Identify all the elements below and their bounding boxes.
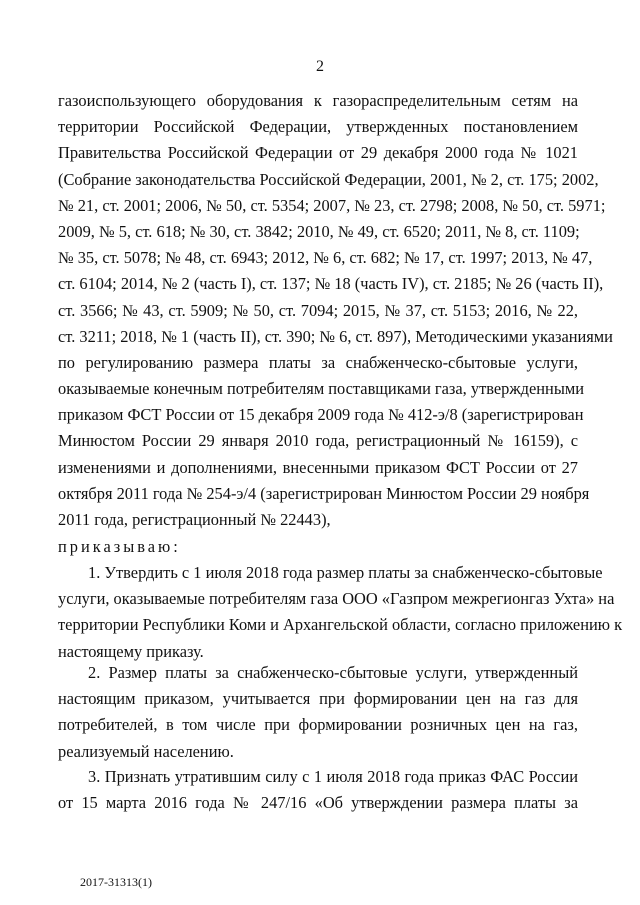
text-line: ст. 3211; 2018, № 1 (часть II), ст. 390; № 6, ст. 897), Методическими указаниями xyxy=(58,326,613,346)
text-line: 2011 года, регистрационный № 22443), xyxy=(58,510,331,529)
text-line: настоящему приказу. xyxy=(58,641,204,661)
text-line: Минюстом России 29 января 2010 года, регистрационный № 16159), с xyxy=(58,431,578,451)
text-line: № 35, ст. 5078; № 48, ст. 6943; 2012, № 6, ст. 682; № 17, ст. 1997; 2013, № 47, xyxy=(58,248,593,268)
text-line: 2. Размер платы за снабженческо-сбытовые услуги, утвержденный xyxy=(88,663,578,682)
continuation-paragraph xyxy=(58,88,613,533)
item-1-paragraph xyxy=(58,560,623,665)
text-line: реализуемый населению. xyxy=(58,741,234,761)
text-line: газоиспользующего оборудования к газораспределительным сетям на xyxy=(58,91,578,110)
text-line: от 15 марта 2016 года № 247/16 «Об утверждении размера платы за xyxy=(58,793,578,813)
document-code: 2017-31313(1) xyxy=(80,875,152,889)
text-line: по регулированию размера платы за снабженческо-сбытовые услуги, xyxy=(58,352,578,372)
text-line: ст. 6104; 2014, № 2 (часть I), ст. 137; № 18 (часть IV), ст. 2185; № 26 (часть II), xyxy=(58,274,604,294)
item-2-paragraph xyxy=(58,660,578,765)
text-line: октября 2011 года № 254-э/4 (зарегистрирован Минюстом России 29 ноября xyxy=(58,483,590,503)
text-line: настоящим приказом, учитывается при формировании цен на газ для xyxy=(58,689,578,709)
text-line: 2009, № 5, ст. 618; № 30, ст. 3842; 2010, № 49, ст. 6520; 2011, № 8, ст. 1109; xyxy=(58,221,580,241)
text-line: № 21, ст. 2001; 2006, № 50, ст. 5354; 2007, № 23, ст. 2798; 2008, № 50, ст. 5971; xyxy=(58,195,606,215)
page-number: 2 xyxy=(316,58,324,75)
text-line: ст. 3566; № 43, ст. 5909; № 50, ст. 7094; 2015, № 37, ст. 5153; 2016, № 22, xyxy=(58,300,578,320)
text-line: оказываемые конечным потребителям поставщиками газа, утвержденными xyxy=(58,379,584,399)
text-line: (Собрание законодательства Российской Федерации, 2001, № 2, ст. 175; 2002, xyxy=(58,169,599,189)
order-keyword-block xyxy=(58,534,578,560)
order-keyword: приказываю: xyxy=(58,537,181,556)
text-line: Правительства Российской Федерации от 29 декабря 2000 года № 1021 xyxy=(58,143,578,163)
text-line: потребителей, в том числе при формировании розничных цен на газ, xyxy=(58,715,578,735)
text-line: приказом ФСТ России от 15 декабря 2009 года № 412-э/8 (зарегистрирован xyxy=(58,405,584,425)
text-line: 3. Признать утратившим силу с 1 июля 2018 года приказ ФАС России xyxy=(88,767,578,786)
text-line: услуги, оказываемые потребителям газа ООО «Газпром межрегионгаз Ухта» на xyxy=(58,589,615,609)
text-line: изменениями и дополнениями, внесенными приказом ФСТ России от 27 xyxy=(58,457,578,477)
text-line: 1. Утвердить с 1 июля 2018 года размер платы за снабженческо-сбытовые xyxy=(88,563,603,582)
text-line: территории Российской Федерации, утвержденных постановлением xyxy=(58,117,578,137)
item-3-paragraph xyxy=(58,764,578,816)
text-line: территории Республики Коми и Архангельской области, согласно приложению к xyxy=(58,615,623,635)
